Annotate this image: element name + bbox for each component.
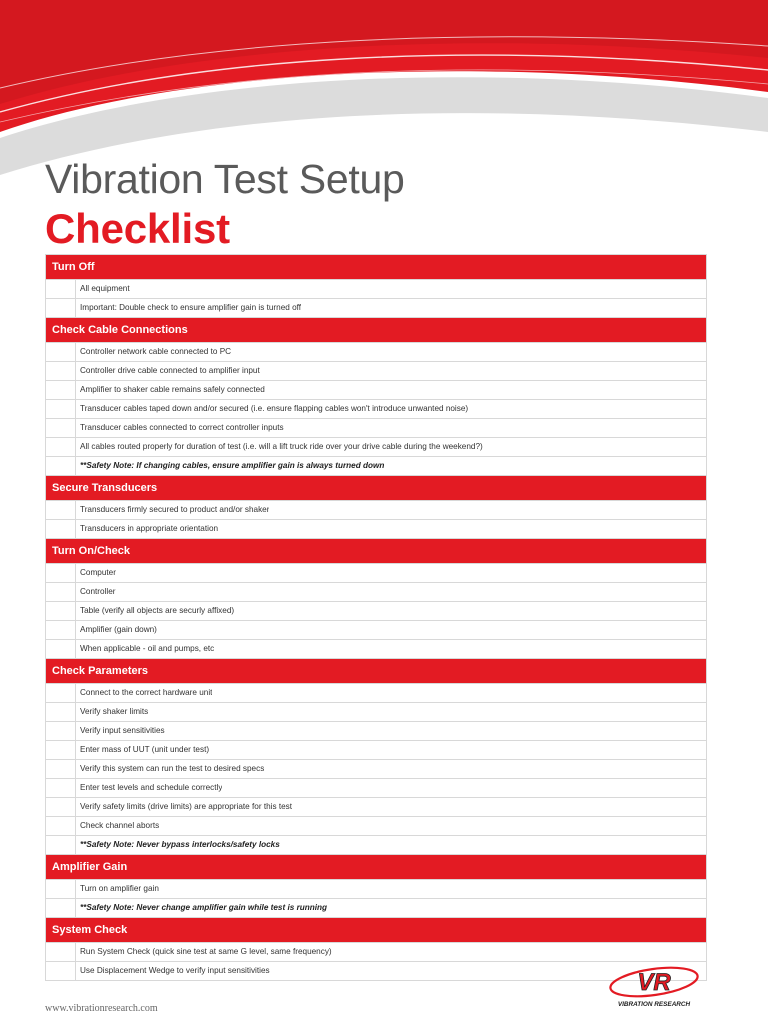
- checklist-item-label: Run System Check (quick sine test at same G level, same frequency): [80, 947, 332, 956]
- checklist-row: [46, 362, 706, 381]
- checklist-row: [46, 280, 706, 299]
- checklist-row: [46, 419, 706, 438]
- checklist-row: [46, 602, 706, 621]
- checklist-row: [46, 817, 706, 836]
- checkbox-cell[interactable]: [46, 880, 76, 898]
- checkbox-cell[interactable]: [46, 280, 76, 298]
- checklist-item-label: Computer: [80, 568, 116, 577]
- checklist-item-label: Enter mass of UUT (unit under test): [80, 745, 210, 754]
- checklist-item-label: Turn on amplifier gain: [80, 884, 159, 893]
- checkbox-cell[interactable]: [46, 602, 76, 620]
- checklist-row: [46, 501, 706, 520]
- checklist-row: [46, 640, 706, 659]
- vibration-research-logo: [604, 962, 704, 1010]
- checkbox-cell[interactable]: [46, 899, 76, 917]
- checklist-row: [46, 457, 706, 476]
- footer-url: www.vibrationresearch.com: [45, 1003, 158, 1014]
- checklist-row: [46, 564, 706, 583]
- section-header: Amplifier Gain: [46, 855, 706, 880]
- checklist-item-label: All equipment: [80, 284, 130, 293]
- checklist-item-label: Transducer cables taped down and/or secured (i.e. ensure flapping cables won't introduce unwanted noise): [80, 404, 469, 413]
- checkbox-cell[interactable]: [46, 520, 76, 538]
- checklist-item-label: Transducer cables connected to correct controller inputs: [80, 423, 284, 432]
- checklist-item-label: Enter test levels and schedule correctly: [80, 783, 223, 792]
- checklist-item-label: Amplifier (gain down): [80, 625, 157, 634]
- checkbox-cell[interactable]: [46, 583, 76, 601]
- checkbox-cell[interactable]: [46, 741, 76, 759]
- checklist-row: [46, 760, 706, 779]
- checkbox-cell[interactable]: [46, 722, 76, 740]
- checkbox-cell[interactable]: [46, 343, 76, 361]
- checklist-item-label: Controller network cable connected to PC: [80, 347, 232, 356]
- checkbox-cell[interactable]: [46, 703, 76, 721]
- page-subtitle: Checklist: [45, 205, 230, 252]
- checklist-item-label: Check channel aborts: [80, 821, 160, 830]
- section-header: Turn On/Check: [46, 539, 706, 564]
- checklist-row: [46, 583, 706, 602]
- logo-text: VIBRATION RESEARCH: [617, 1001, 691, 1008]
- checkbox-cell[interactable]: [46, 400, 76, 418]
- checklist-item-label: Verify safety limits (drive limits) are appropriate for this test: [80, 802, 293, 811]
- checklist-item-label: Controller drive cable connected to amplifier input: [80, 366, 260, 375]
- checklist-row: [46, 722, 706, 741]
- section-header: Check Cable Connections: [46, 318, 706, 343]
- checkbox-cell[interactable]: [46, 943, 76, 961]
- safety-note: **Safety Note: If changing cables, ensure amplifier gain is always turned down: [80, 461, 385, 470]
- checklist-item-label: Important: Double check to ensure amplifier gain is turned off: [80, 303, 302, 312]
- checklist-row: [46, 880, 706, 899]
- section-header: System Check: [46, 918, 706, 943]
- checkbox-cell[interactable]: [46, 779, 76, 797]
- checkbox-cell[interactable]: [46, 684, 76, 702]
- checkbox-cell[interactable]: [46, 621, 76, 639]
- checkbox-cell[interactable]: [46, 798, 76, 816]
- checklist-row: [46, 621, 706, 640]
- checklist-row: [46, 400, 706, 419]
- header-swoosh-graphic: [0, 0, 768, 175]
- checklist-item-label: Connect to the correct hardware unit: [80, 688, 213, 697]
- checkbox-cell[interactable]: [46, 362, 76, 380]
- checklist-table: [45, 254, 707, 981]
- page-title: Vibration Test Setup: [45, 156, 405, 202]
- checklist-item-label: Use Displacement Wedge to verify input sensitivities: [80, 966, 270, 975]
- checklist-row: [46, 703, 706, 722]
- checklist-row: [46, 798, 706, 817]
- checkbox-cell[interactable]: [46, 640, 76, 658]
- section-header: Check Parameters: [46, 659, 706, 684]
- checklist-item-label: Amplifier to shaker cable remains safely connected: [80, 385, 265, 394]
- checklist-item-label: Transducers in appropriate orientation: [80, 524, 219, 533]
- checklist-item-label: Table (verify all objects are securly affixed): [80, 606, 235, 615]
- checklist-row: [46, 943, 706, 962]
- checklist-item-label: When applicable - oil and pumps, etc: [80, 644, 215, 653]
- checkbox-cell[interactable]: [46, 836, 76, 854]
- checklist-row: [46, 779, 706, 798]
- checklist-row: [46, 836, 706, 855]
- checklist-row: [46, 741, 706, 760]
- checklist-row: [46, 520, 706, 539]
- logo-mark: VR: [637, 969, 671, 996]
- checkbox-cell[interactable]: [46, 564, 76, 582]
- checkbox-cell[interactable]: [46, 760, 76, 778]
- section-header: Turn Off: [46, 255, 706, 280]
- checkbox-cell[interactable]: [46, 381, 76, 399]
- checklist-item-label: Controller: [80, 587, 116, 596]
- checklist-row: [46, 684, 706, 703]
- checkbox-cell[interactable]: [46, 457, 76, 475]
- checklist-row: [46, 381, 706, 400]
- checkbox-cell[interactable]: [46, 419, 76, 437]
- safety-note: **Safety Note: Never change amplifier gain while test is running: [80, 903, 328, 912]
- checklist-item-label: Transducers firmly secured to product and/or shaker: [80, 505, 270, 514]
- checkbox-cell[interactable]: [46, 299, 76, 317]
- checkbox-cell[interactable]: [46, 438, 76, 456]
- safety-note: **Safety Note: Never bypass interlocks/safety locks: [80, 840, 280, 849]
- checklist-item-label: Verify this system can run the test to desired specs: [80, 764, 265, 773]
- checklist-row: [46, 299, 706, 318]
- section-header: Secure Transducers: [46, 476, 706, 501]
- checklist-item-label: All cables routed properly for duration of test (i.e. will a lift truck ride over your drive cable during the weekend?): [80, 442, 483, 451]
- checklist-row: [46, 899, 706, 918]
- checklist-item-label: Verify input sensitivities: [80, 726, 165, 735]
- checklist-item-label: Verify shaker limits: [80, 707, 149, 716]
- checkbox-cell[interactable]: [46, 962, 76, 980]
- checkbox-cell[interactable]: [46, 817, 76, 835]
- checkbox-cell[interactable]: [46, 501, 76, 519]
- checklist-row: [46, 343, 706, 362]
- checklist-row: [46, 438, 706, 457]
